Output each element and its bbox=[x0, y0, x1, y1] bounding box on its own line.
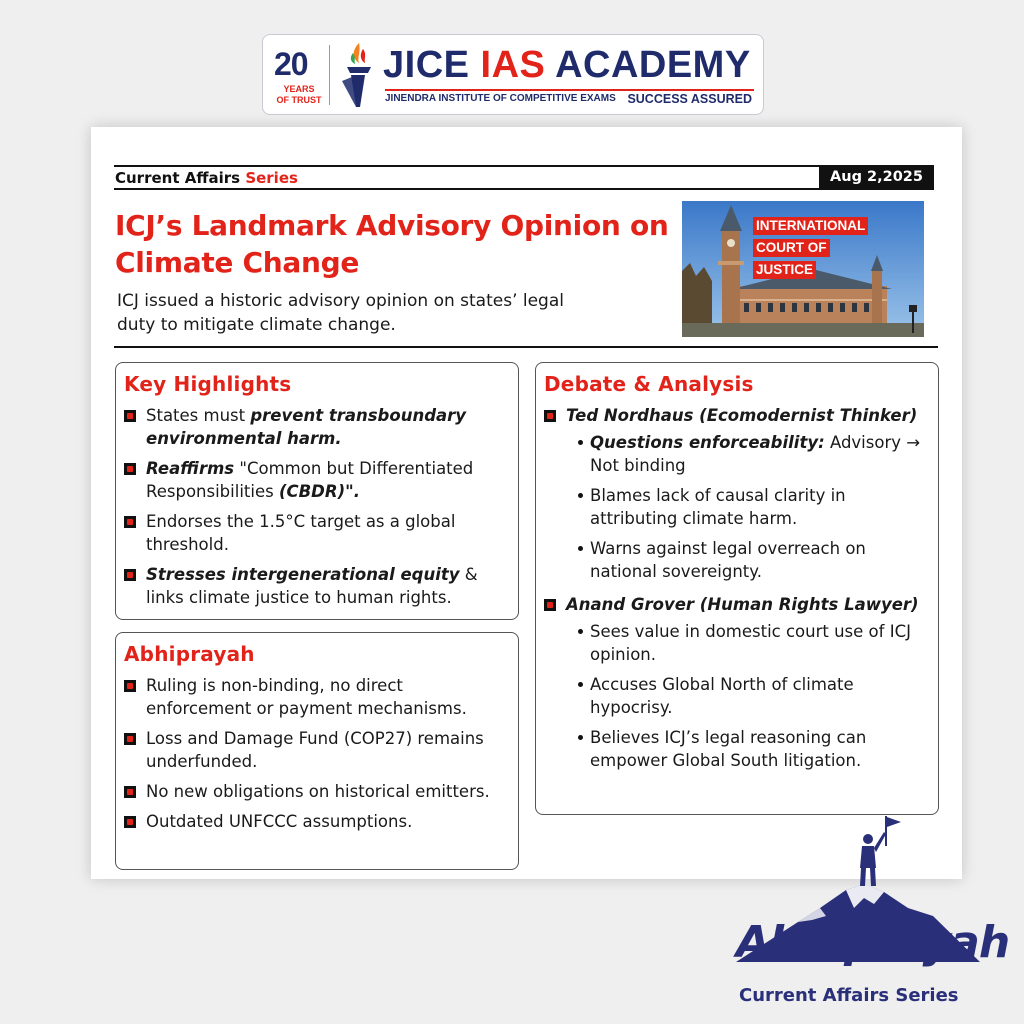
article-summary: ICJ issued a historic advisory opinion on states’ legal duty to mitigate climate change. bbox=[117, 291, 564, 335]
item-text: Sees value in domestic court use of ICJ opinion. bbox=[590, 622, 911, 664]
bullet-square-icon bbox=[124, 463, 136, 475]
item-text: Accuses Global North of climate hypocrisy. bbox=[590, 675, 854, 717]
person-name: Anand Grover (Human Rights Lawyer) bbox=[566, 595, 919, 614]
bullet-square-icon bbox=[124, 569, 136, 581]
item-text: No new obligations on historical emitters. bbox=[146, 782, 490, 801]
series-header-bar bbox=[114, 165, 934, 190]
sub-item bbox=[578, 484, 930, 530]
list-item bbox=[124, 404, 510, 450]
debate-analysis-box bbox=[535, 362, 939, 815]
series-label-main: Current Affairs bbox=[115, 169, 241, 187]
item-text: & links climate justice to human rights. bbox=[146, 565, 478, 607]
bullet-square-icon bbox=[124, 786, 136, 798]
item-text: Loss and Damage Fund (COP27) remains underfunded. bbox=[146, 729, 484, 771]
bullet-dot-icon bbox=[578, 682, 583, 687]
debate-list bbox=[544, 404, 930, 772]
bullet-square-icon bbox=[124, 733, 136, 745]
bullet-square-icon bbox=[124, 410, 136, 422]
of-trust-text: OF TRUST bbox=[276, 95, 322, 105]
academy-name bbox=[383, 44, 751, 87]
bullet-dot-icon bbox=[578, 546, 583, 551]
sub-item bbox=[578, 620, 930, 666]
item-text: Advisory → Not binding bbox=[590, 433, 921, 475]
item-text: Blames lack of causal clarity in attributing climate harm. bbox=[590, 486, 846, 528]
article-card bbox=[91, 127, 962, 879]
caption-line-3: JUSTICE bbox=[753, 261, 816, 279]
section-divider bbox=[114, 346, 938, 348]
sub-item bbox=[578, 673, 930, 719]
bullet-square-icon bbox=[544, 410, 556, 422]
person-points bbox=[578, 431, 930, 583]
item-text: States must bbox=[146, 406, 251, 425]
bullet-square-icon bbox=[124, 516, 136, 528]
sub-item bbox=[578, 431, 930, 477]
series-label bbox=[115, 169, 298, 187]
person-points bbox=[578, 620, 930, 772]
bullet-square-icon bbox=[544, 599, 556, 611]
list-item bbox=[544, 404, 930, 583]
list-item bbox=[124, 674, 510, 720]
logo-underline bbox=[385, 89, 754, 91]
list-item bbox=[544, 593, 930, 772]
list-item bbox=[124, 457, 510, 503]
brand-jice: JICE bbox=[383, 44, 470, 86]
item-text: Outdated UNFCCC assumptions. bbox=[146, 812, 413, 831]
abhiprayah-subtitle: Current Affairs Series bbox=[739, 985, 959, 1006]
debate-title: Debate & Analysis bbox=[544, 372, 754, 396]
bullet-square-icon bbox=[124, 680, 136, 692]
logo-divider bbox=[329, 45, 330, 105]
article-title: ICJ’s Landmark Advisory Opinion on Climate Change bbox=[115, 209, 669, 279]
list-item bbox=[124, 510, 510, 556]
list-item bbox=[124, 563, 510, 609]
key-highlights-list bbox=[124, 404, 510, 609]
academy-logo-banner bbox=[262, 34, 764, 115]
bullet-dot-icon bbox=[578, 629, 583, 634]
person-name: Ted Nordhaus (Ecomodernist Thinker) bbox=[566, 406, 918, 425]
item-text: Believes ICJ’s legal reasoning can empower Global South litigation. bbox=[590, 728, 867, 770]
abhiprayah-box bbox=[115, 632, 519, 870]
item-emphasis: prevent transboundary environmental harm. bbox=[146, 406, 467, 448]
list-item bbox=[124, 810, 510, 833]
key-highlights-title: Key Highlights bbox=[124, 372, 292, 396]
item-text: "Common but Differentiated Responsibilities bbox=[146, 459, 474, 501]
bullet-square-icon bbox=[124, 816, 136, 828]
key-highlights-box bbox=[115, 362, 519, 620]
list-item bbox=[124, 780, 510, 803]
item-text: Ruling is non-binding, no direct enforcement or payment mechanisms. bbox=[146, 676, 467, 718]
brand-academy: ACADEMY bbox=[555, 44, 751, 86]
caption-line-2: COURT OF bbox=[753, 239, 830, 257]
series-label-accent: Series bbox=[245, 169, 298, 187]
item-emphasis: Stresses intergenerational equity bbox=[146, 565, 460, 584]
academy-tagline: SUCCESS ASSURED bbox=[627, 92, 752, 106]
caption-line-1: INTERNATIONAL bbox=[753, 217, 868, 235]
brand-ias: IAS bbox=[480, 44, 546, 86]
icj-photo bbox=[682, 201, 924, 337]
academy-subtitle: JINENDRA INSTITUTE OF COMPETITIVE EXAMS bbox=[385, 93, 616, 104]
years-of-trust bbox=[276, 84, 322, 106]
years-text: YEARS bbox=[283, 84, 315, 94]
abhiprayah-list bbox=[124, 674, 510, 833]
sub-item bbox=[578, 726, 930, 772]
bullet-dot-icon bbox=[578, 440, 583, 445]
item-emphasis: Reaffirms bbox=[146, 459, 235, 478]
item-emphasis: Questions enforceability: bbox=[590, 433, 825, 452]
abhiprayah-title: Abhiprayah bbox=[124, 642, 255, 666]
abhiprayah-wordmark: Abhiprayah bbox=[736, 917, 1010, 968]
item-emphasis: (CBDR)". bbox=[278, 482, 360, 501]
years-number: 20 bbox=[274, 46, 308, 82]
bullet-dot-icon bbox=[578, 735, 583, 740]
date-badge: Aug 2,2025 bbox=[819, 165, 934, 190]
bullet-dot-icon bbox=[578, 493, 583, 498]
torch-icon bbox=[337, 41, 379, 111]
list-item bbox=[124, 727, 510, 773]
photo-caption bbox=[753, 215, 868, 281]
item-text: Warns against legal overreach on national sovereignty. bbox=[590, 539, 866, 581]
item-text: Endorses the 1.5°C target as a global threshold. bbox=[146, 512, 456, 554]
sub-item bbox=[578, 537, 930, 583]
